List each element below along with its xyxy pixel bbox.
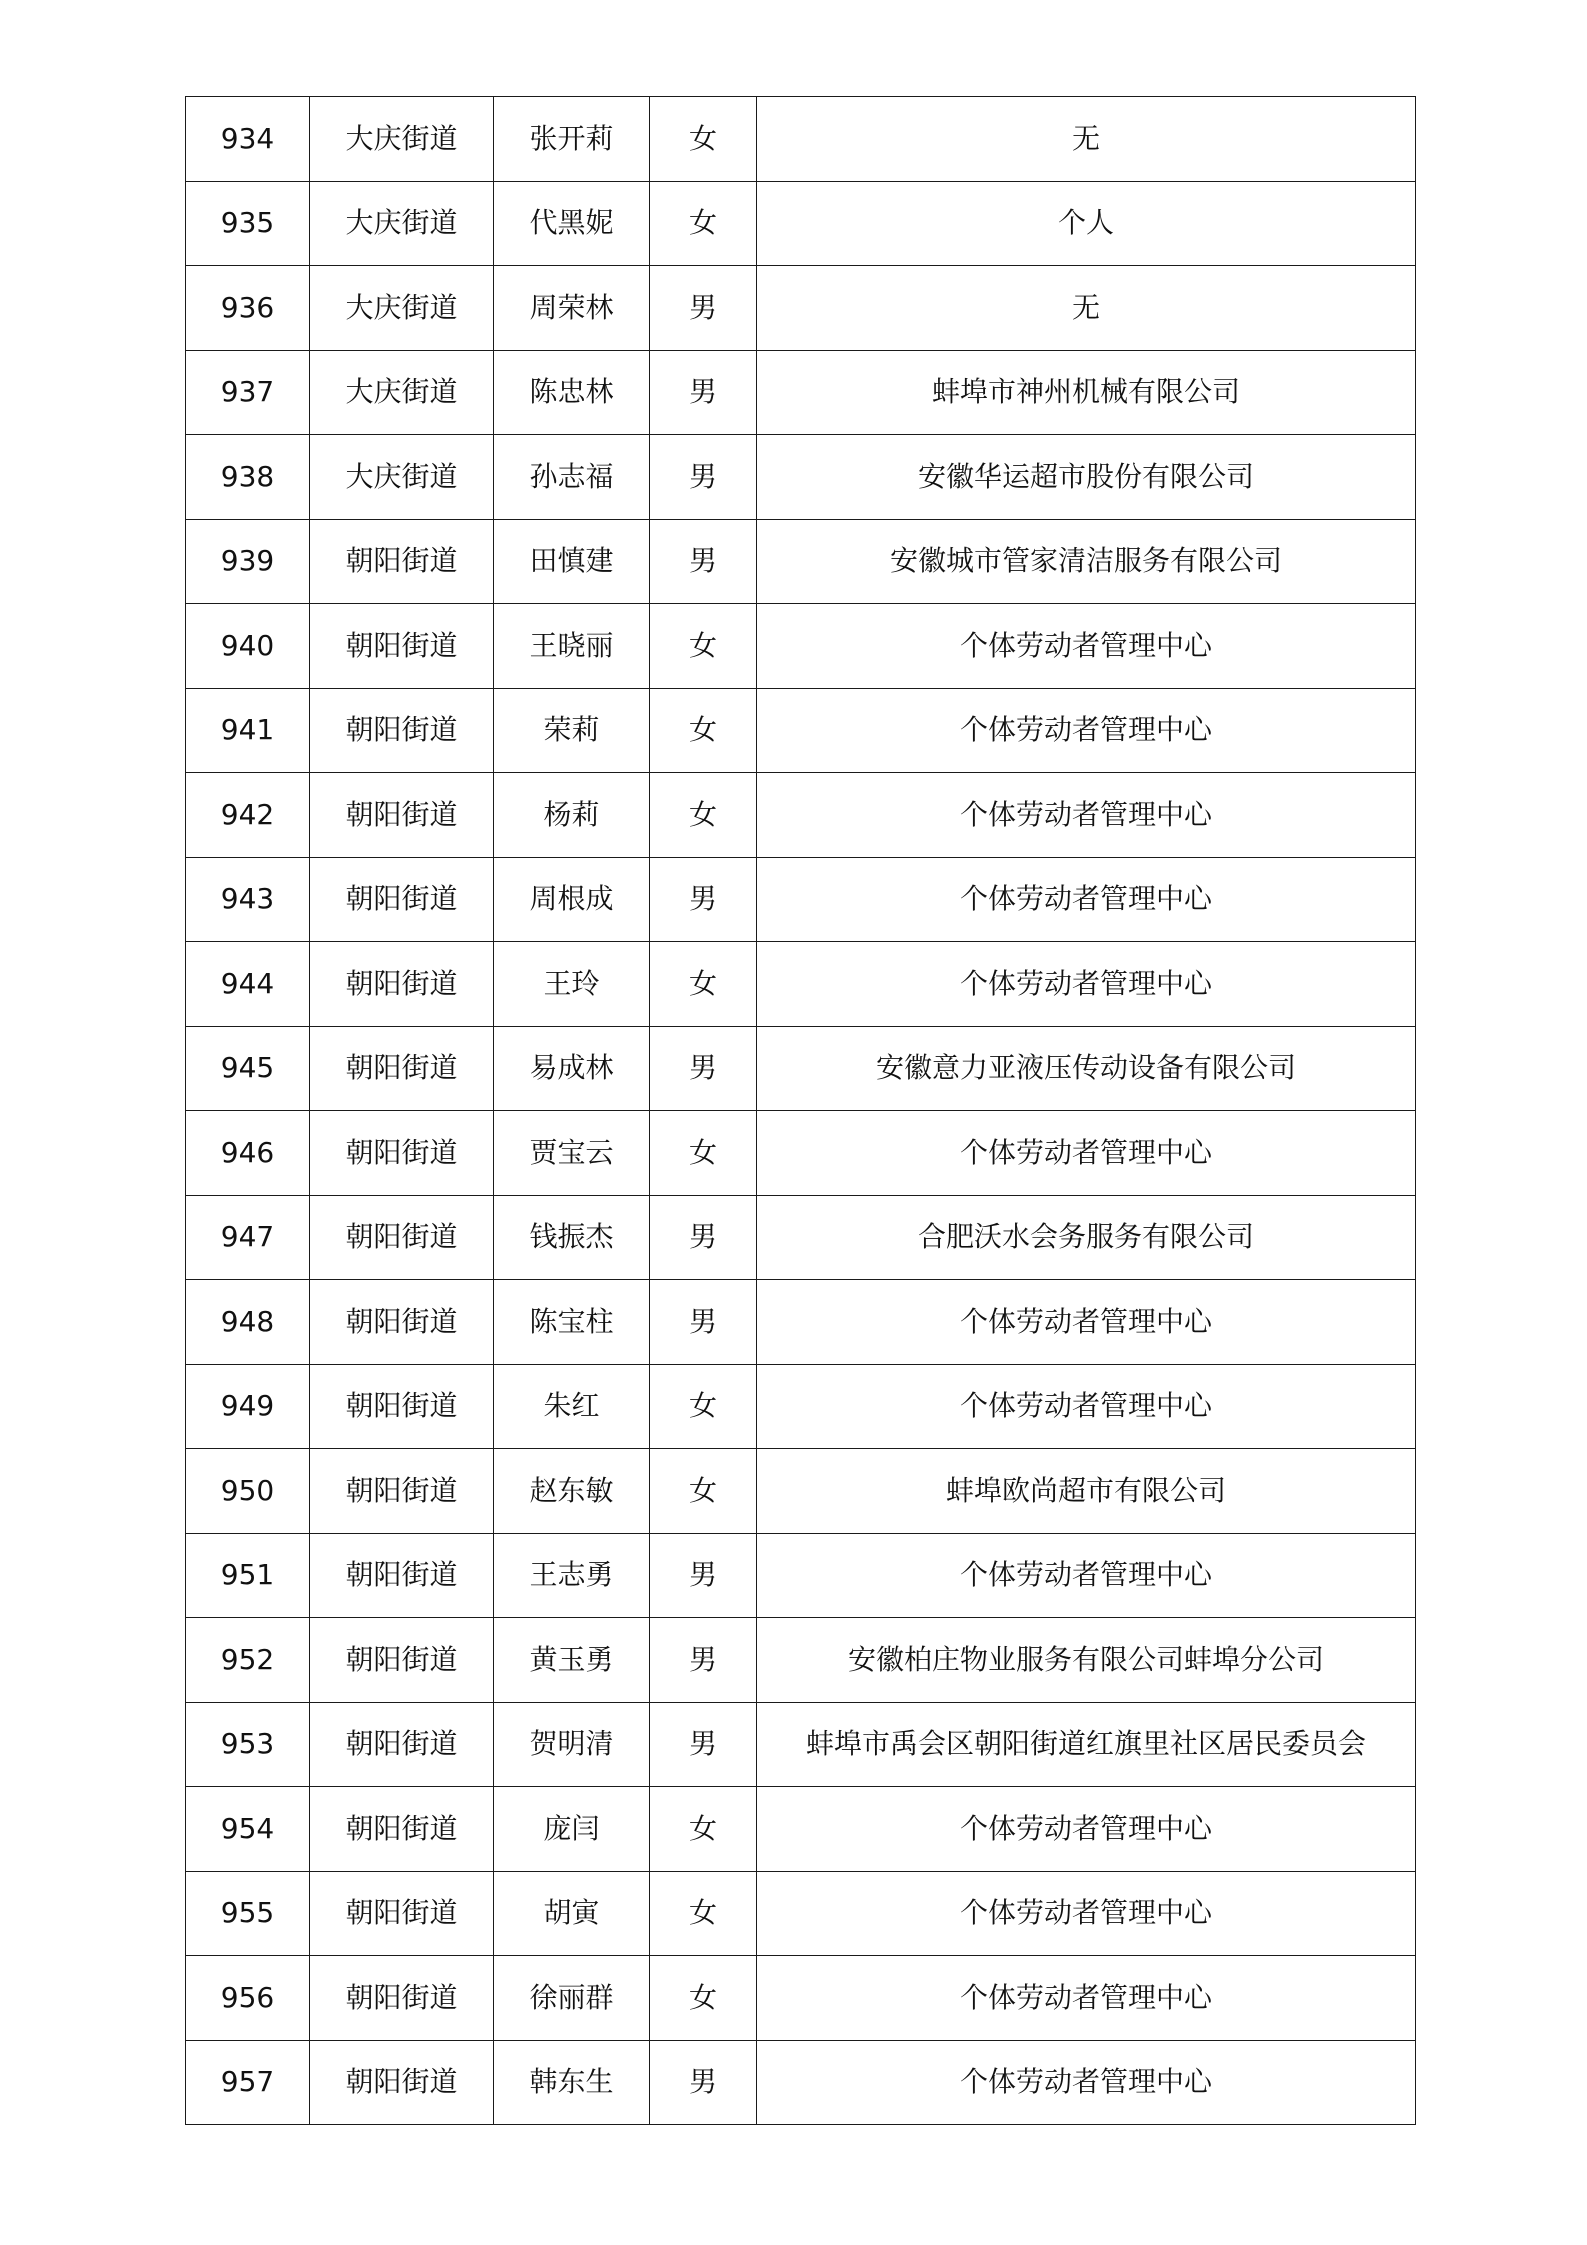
gender-cell: 男 <box>650 1195 757 1280</box>
street-cell: 朝阳街道 <box>310 773 494 858</box>
employer-cell: 个体劳动者管理中心 <box>757 1787 1416 1872</box>
employer-cell: 无 <box>757 97 1416 182</box>
employer-cell: 个人 <box>757 181 1416 266</box>
gender-cell: 男 <box>650 857 757 942</box>
street-cell: 朝阳街道 <box>310 857 494 942</box>
table-row <box>186 181 1416 266</box>
row-number-cell: 951 <box>186 1533 310 1618</box>
person-name-cell: 代黑妮 <box>494 181 650 266</box>
person-name-cell: 陈宝柱 <box>494 1280 650 1365</box>
table-row <box>186 688 1416 773</box>
gender-cell: 女 <box>650 1871 757 1956</box>
street-cell: 朝阳街道 <box>310 1195 494 1280</box>
gender-cell: 男 <box>650 1702 757 1787</box>
person-name-cell: 孙志福 <box>494 435 650 520</box>
person-name-cell: 黄玉勇 <box>494 1618 650 1703</box>
person-name-cell: 杨莉 <box>494 773 650 858</box>
row-number-cell: 946 <box>186 1111 310 1196</box>
row-number-cell: 945 <box>186 1026 310 1111</box>
employer-cell: 无 <box>757 266 1416 351</box>
gender-cell: 女 <box>650 604 757 689</box>
employer-cell: 安徽城市管家清洁服务有限公司 <box>757 519 1416 604</box>
roster-table <box>185 96 1416 2125</box>
street-cell: 朝阳街道 <box>310 1280 494 1365</box>
row-number-cell: 935 <box>186 181 310 266</box>
gender-cell: 男 <box>650 266 757 351</box>
gender-cell: 女 <box>650 1449 757 1534</box>
row-number-cell: 936 <box>186 266 310 351</box>
employer-cell: 蚌埠市神州机械有限公司 <box>757 350 1416 435</box>
employer-cell: 蚌埠市禹会区朝阳街道红旗里社区居民委员会 <box>757 1702 1416 1787</box>
table-row <box>186 1364 1416 1449</box>
table-row <box>186 1618 1416 1703</box>
street-cell: 朝阳街道 <box>310 1449 494 1534</box>
table-row <box>186 1280 1416 1365</box>
gender-cell: 男 <box>650 1618 757 1703</box>
table-row <box>186 1533 1416 1618</box>
table-row <box>186 604 1416 689</box>
street-cell: 朝阳街道 <box>310 1533 494 1618</box>
row-number-cell: 956 <box>186 1956 310 2041</box>
employer-cell: 个体劳动者管理中心 <box>757 688 1416 773</box>
table-row <box>186 2040 1416 2125</box>
person-name-cell: 王玲 <box>494 942 650 1027</box>
street-cell: 朝阳街道 <box>310 1787 494 1872</box>
gender-cell: 女 <box>650 1364 757 1449</box>
table-row <box>186 1111 1416 1196</box>
street-cell: 朝阳街道 <box>310 519 494 604</box>
row-number-cell: 938 <box>186 435 310 520</box>
employer-cell: 个体劳动者管理中心 <box>757 942 1416 1027</box>
person-name-cell: 庞闫 <box>494 1787 650 1872</box>
gender-cell: 男 <box>650 1533 757 1618</box>
row-number-cell: 947 <box>186 1195 310 1280</box>
row-number-cell: 952 <box>186 1618 310 1703</box>
table-row <box>186 519 1416 604</box>
person-name-cell: 朱红 <box>494 1364 650 1449</box>
person-name-cell: 胡寅 <box>494 1871 650 1956</box>
street-cell: 大庆街道 <box>310 181 494 266</box>
person-name-cell: 王志勇 <box>494 1533 650 1618</box>
person-name-cell: 徐丽群 <box>494 1956 650 2041</box>
employer-cell: 合肥沃水会务服务有限公司 <box>757 1195 1416 1280</box>
table-row <box>186 1449 1416 1534</box>
street-cell: 朝阳街道 <box>310 1618 494 1703</box>
table-row <box>186 266 1416 351</box>
gender-cell: 男 <box>650 519 757 604</box>
row-number-cell: 941 <box>186 688 310 773</box>
street-cell: 朝阳街道 <box>310 1956 494 2041</box>
person-name-cell: 张开莉 <box>494 97 650 182</box>
street-cell: 朝阳街道 <box>310 942 494 1027</box>
gender-cell: 男 <box>650 350 757 435</box>
gender-cell: 女 <box>650 1111 757 1196</box>
row-number-cell: 957 <box>186 2040 310 2125</box>
gender-cell: 女 <box>650 688 757 773</box>
row-number-cell: 955 <box>186 1871 310 1956</box>
employer-cell: 蚌埠欧尚超市有限公司 <box>757 1449 1416 1534</box>
table-row <box>186 350 1416 435</box>
employer-cell: 个体劳动者管理中心 <box>757 2040 1416 2125</box>
employer-cell: 个体劳动者管理中心 <box>757 1871 1416 1956</box>
person-name-cell: 陈忠林 <box>494 350 650 435</box>
row-number-cell: 953 <box>186 1702 310 1787</box>
table-row <box>186 435 1416 520</box>
person-name-cell: 易成林 <box>494 1026 650 1111</box>
table-row <box>186 857 1416 942</box>
table-row <box>186 1026 1416 1111</box>
employer-cell: 个体劳动者管理中心 <box>757 773 1416 858</box>
street-cell: 大庆街道 <box>310 266 494 351</box>
table-row <box>186 1702 1416 1787</box>
person-name-cell: 周荣林 <box>494 266 650 351</box>
street-cell: 大庆街道 <box>310 97 494 182</box>
person-name-cell: 田慎建 <box>494 519 650 604</box>
street-cell: 朝阳街道 <box>310 1702 494 1787</box>
row-number-cell: 949 <box>186 1364 310 1449</box>
row-number-cell: 939 <box>186 519 310 604</box>
row-number-cell: 943 <box>186 857 310 942</box>
employer-cell: 个体劳动者管理中心 <box>757 1956 1416 2041</box>
street-cell: 大庆街道 <box>310 435 494 520</box>
gender-cell: 女 <box>650 1787 757 1872</box>
row-number-cell: 940 <box>186 604 310 689</box>
street-cell: 朝阳街道 <box>310 1364 494 1449</box>
gender-cell: 女 <box>650 181 757 266</box>
gender-cell: 男 <box>650 1280 757 1365</box>
row-number-cell: 948 <box>186 1280 310 1365</box>
employer-cell: 个体劳动者管理中心 <box>757 604 1416 689</box>
employer-cell: 个体劳动者管理中心 <box>757 1364 1416 1449</box>
gender-cell: 女 <box>650 97 757 182</box>
person-name-cell: 王晓丽 <box>494 604 650 689</box>
table-row <box>186 1956 1416 2041</box>
street-cell: 朝阳街道 <box>310 2040 494 2125</box>
table-row <box>186 1787 1416 1872</box>
roster-table-body <box>186 97 1416 2125</box>
gender-cell: 女 <box>650 942 757 1027</box>
gender-cell: 男 <box>650 1026 757 1111</box>
employer-cell: 个体劳动者管理中心 <box>757 857 1416 942</box>
row-number-cell: 954 <box>186 1787 310 1872</box>
street-cell: 朝阳街道 <box>310 1111 494 1196</box>
employer-cell: 个体劳动者管理中心 <box>757 1280 1416 1365</box>
table-row <box>186 1871 1416 1956</box>
employer-cell: 安徽柏庄物业服务有限公司蚌埠分公司 <box>757 1618 1416 1703</box>
row-number-cell: 934 <box>186 97 310 182</box>
row-number-cell: 944 <box>186 942 310 1027</box>
person-name-cell: 贺明清 <box>494 1702 650 1787</box>
street-cell: 朝阳街道 <box>310 1026 494 1111</box>
gender-cell: 男 <box>650 435 757 520</box>
employer-cell: 安徽华运超市股份有限公司 <box>757 435 1416 520</box>
table-row <box>186 773 1416 858</box>
street-cell: 朝阳街道 <box>310 604 494 689</box>
person-name-cell: 钱振杰 <box>494 1195 650 1280</box>
employer-cell: 个体劳动者管理中心 <box>757 1533 1416 1618</box>
street-cell: 朝阳街道 <box>310 688 494 773</box>
street-cell: 朝阳街道 <box>310 1871 494 1956</box>
row-number-cell: 937 <box>186 350 310 435</box>
person-name-cell: 荣莉 <box>494 688 650 773</box>
table-row <box>186 942 1416 1027</box>
table-row <box>186 1195 1416 1280</box>
employer-cell: 安徽意力亚液压传动设备有限公司 <box>757 1026 1416 1111</box>
street-cell: 大庆街道 <box>310 350 494 435</box>
employer-cell: 个体劳动者管理中心 <box>757 1111 1416 1196</box>
gender-cell: 男 <box>650 2040 757 2125</box>
person-name-cell: 周根成 <box>494 857 650 942</box>
person-name-cell: 贾宝云 <box>494 1111 650 1196</box>
person-name-cell: 韩东生 <box>494 2040 650 2125</box>
person-name-cell: 赵东敏 <box>494 1449 650 1534</box>
table-row <box>186 97 1416 182</box>
row-number-cell: 950 <box>186 1449 310 1534</box>
gender-cell: 女 <box>650 773 757 858</box>
gender-cell: 女 <box>650 1956 757 2041</box>
row-number-cell: 942 <box>186 773 310 858</box>
